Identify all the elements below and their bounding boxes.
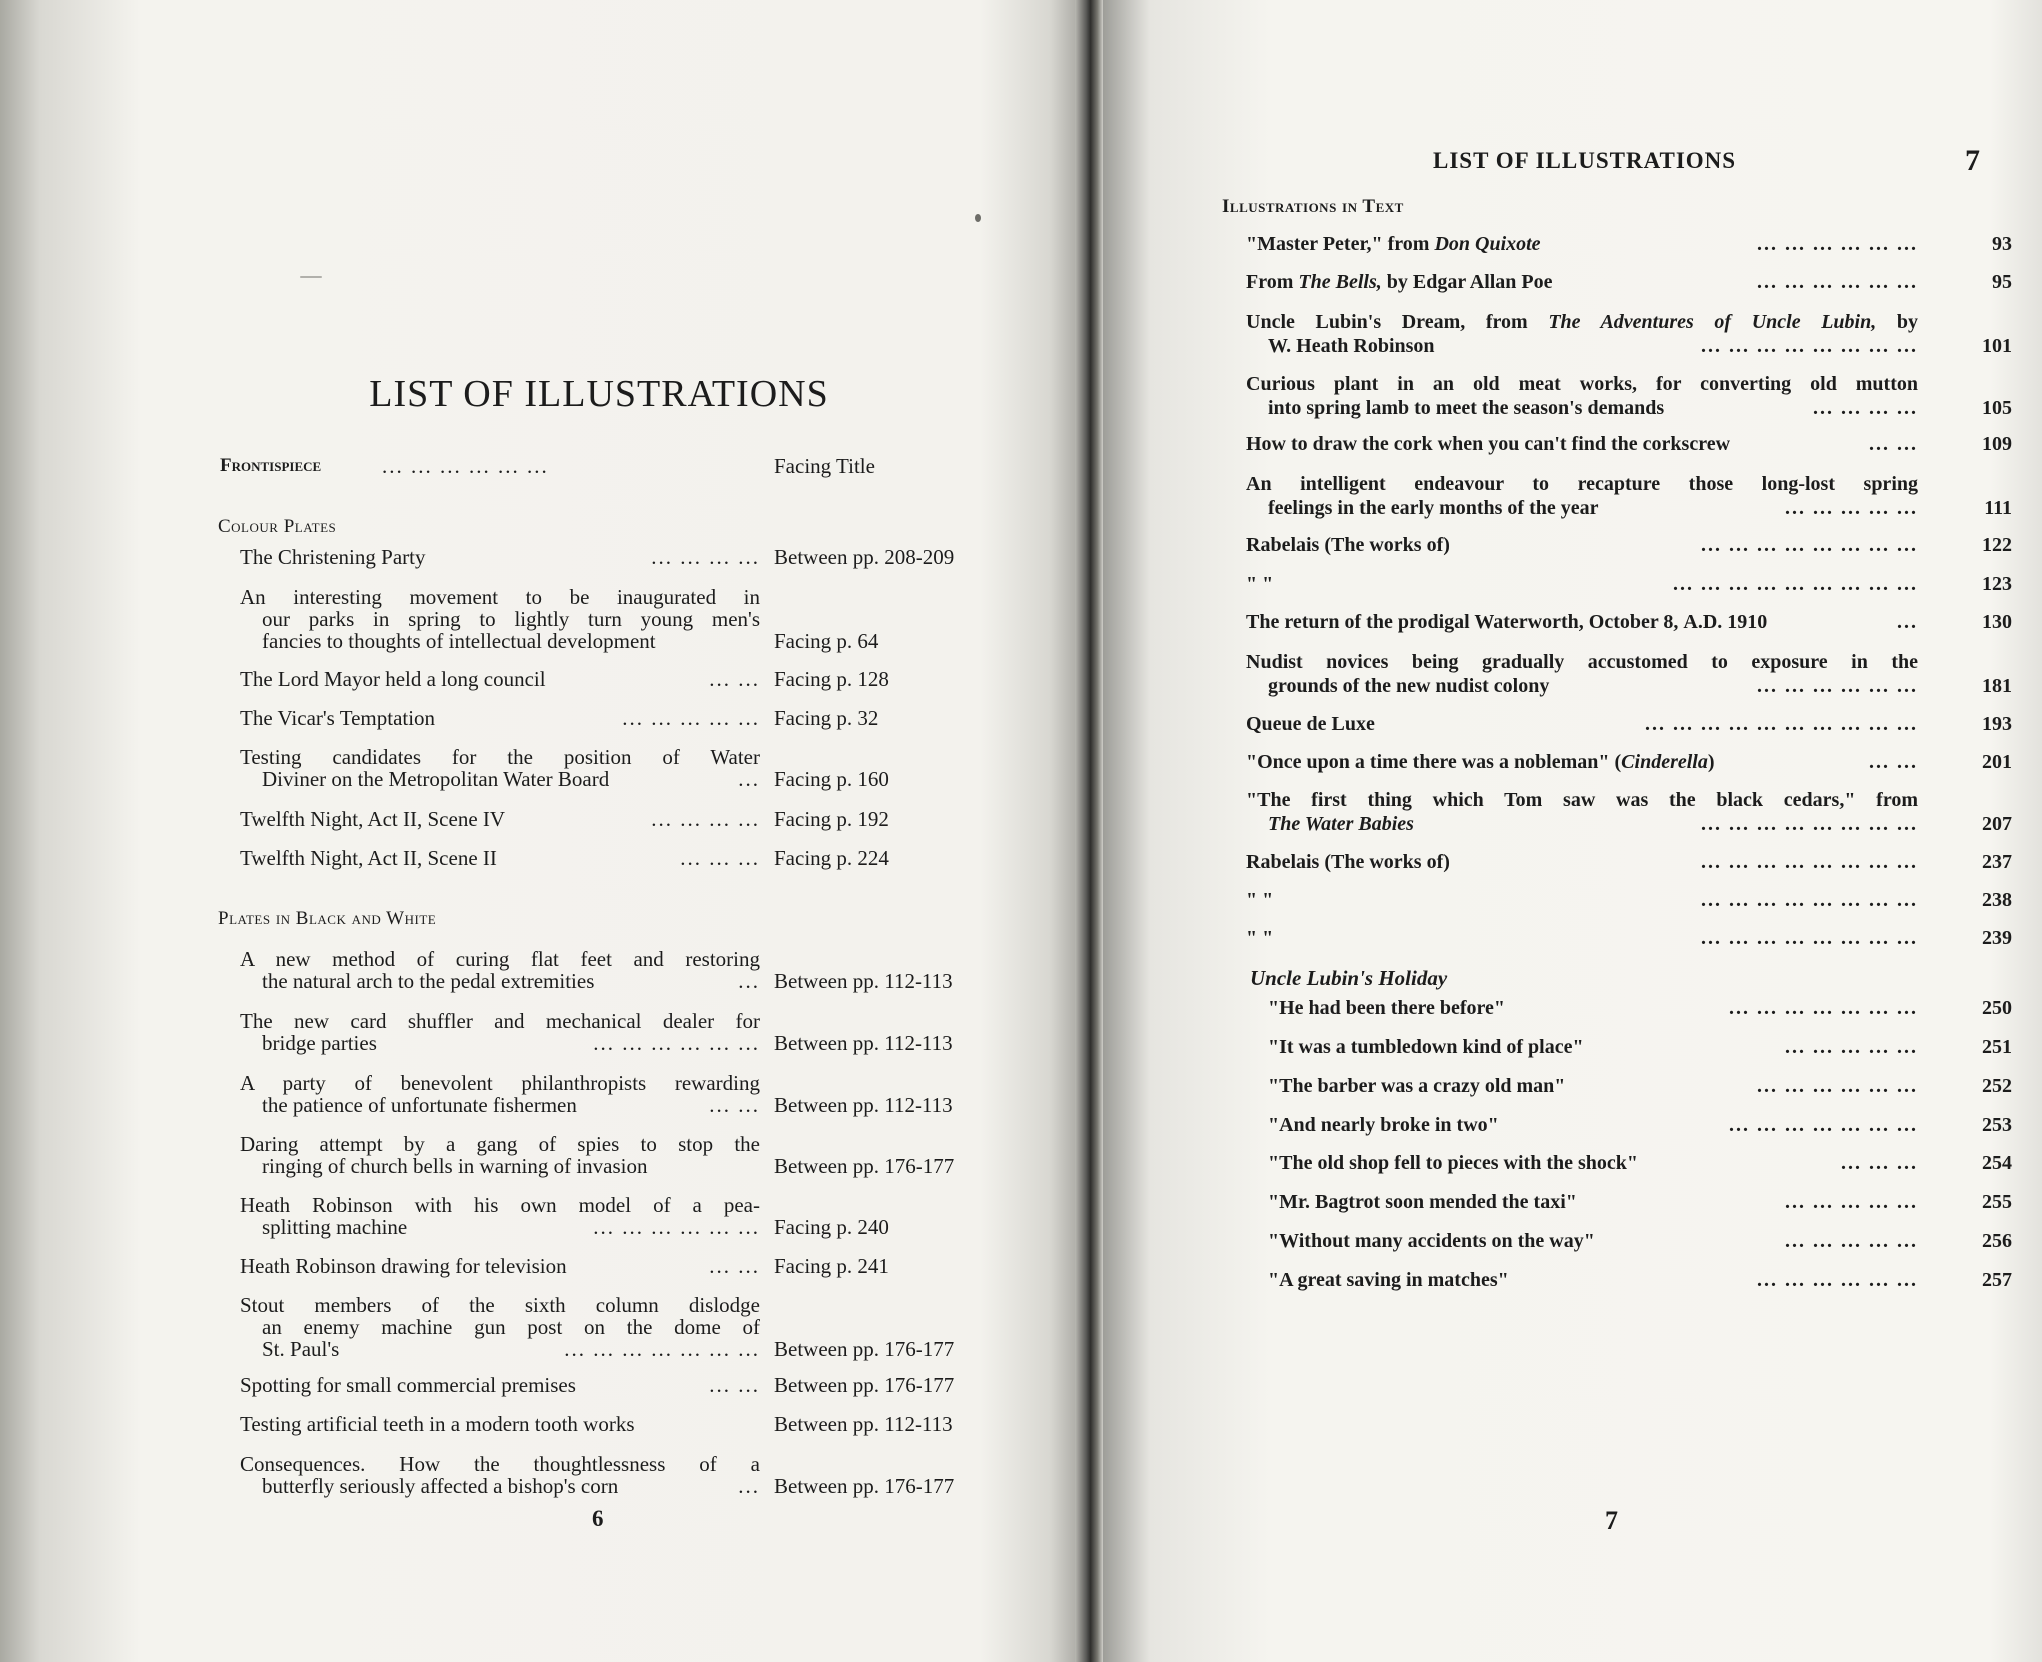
illustration-title-line <box>1268 1151 1918 1175</box>
plate-reference: Between pp. 112-113 <box>774 1093 953 1117</box>
illustration-title-line <box>1246 750 1918 774</box>
illustration-title-line <box>1246 788 1918 812</box>
dot-leader: ... ... ... ... ... ... ... <box>1729 1114 1918 1136</box>
title-text: Nudist novices being gradually accustomed to exposure in the <box>1246 651 1918 673</box>
plate-title-text: Twelfth Night, Act II, Scene II <box>240 846 497 870</box>
illustration-title-line <box>1246 926 1918 950</box>
page-reference: 181 <box>1982 675 2012 697</box>
illustration-title <box>1246 926 1918 950</box>
illustration-title-line <box>1246 334 1918 358</box>
plate-title-text: St. Paul's <box>262 1337 340 1361</box>
illustration-title <box>1246 270 1918 294</box>
plate-title-line: fancies to thoughts of intellectual development <box>262 629 656 653</box>
book-gutter <box>1075 0 1103 1662</box>
title-text: Uncle Lubin's Dream, from <box>1246 311 1549 333</box>
dot-leader: ... ... ... ... ... ... ... ... <box>1701 534 1918 556</box>
dot-leader: ... ... ... ... ... <box>1785 1230 1918 1252</box>
illustration-title <box>1246 533 1918 557</box>
plate-title-line: ringing of church bells in warning of invasion <box>262 1154 648 1178</box>
plate-reference: Between pp. 208-209 <box>774 545 955 569</box>
title-text: Queue de Luxe <box>1246 713 1375 735</box>
plate-title <box>240 668 760 690</box>
illustration-title-line <box>1268 1074 1918 1098</box>
plate-reference: Facing p. 192 <box>774 807 889 831</box>
title-text: feelings in the early months of the year <box>1268 497 1599 519</box>
plate-title <box>240 546 760 568</box>
page-reference: 253 <box>1982 1114 2012 1136</box>
illustration-title-line <box>1246 396 1918 420</box>
plate-title-line <box>240 847 760 869</box>
illustration-title-line <box>1246 650 1918 674</box>
page-reference: 101 <box>1982 335 2012 357</box>
dot-leader: ... ... ... ... ... ... ... ... <box>1701 813 1918 835</box>
dot-leader: ... ... ... ... ... ... <box>1757 675 1918 697</box>
dot-leader: ... ... ... ... ... ... <box>382 454 549 478</box>
dot-leader: ... ... ... ... ... ... ... <box>1729 997 1918 1019</box>
plate-title-line: The new card shuffler and mechanical dealer for <box>240 1009 760 1033</box>
plate-title <box>240 1453 760 1497</box>
text-illustrations-heading: Illustrations in Text <box>1222 196 1404 217</box>
illustration-title <box>1246 372 1918 420</box>
plate-title <box>240 1072 760 1116</box>
illustration-title-line <box>1246 850 1918 874</box>
plate-title-line <box>240 1216 760 1238</box>
page-reference: 238 <box>1982 889 2012 911</box>
dot-leader: ... <box>1897 611 1918 633</box>
title-text: "The barber was a crazy old man" <box>1268 1075 1566 1097</box>
illustration-title-line <box>1268 1113 1918 1137</box>
title-text: by Edgar Allan Poe <box>1381 271 1553 293</box>
plate-title-text: the natural arch to the pedal extremities <box>262 969 595 993</box>
illustration-title-line <box>1268 1268 1918 1292</box>
page-reference: 130 <box>1982 611 2012 633</box>
plate-title <box>240 1133 760 1177</box>
title-text: An intelligent endeavour to recapture those long-lost spring <box>1246 473 1918 495</box>
plate-title-text: The Christening Party <box>240 545 426 569</box>
title-text: ) <box>1707 751 1715 773</box>
title-text: "And nearly broke in two" <box>1268 1114 1499 1136</box>
plate-reference: Facing p. 128 <box>774 667 889 691</box>
illustration-title <box>1246 610 1918 634</box>
dot-leader: ... ... <box>709 1254 760 1278</box>
dot-leader: ... ... ... ... ... ... ... ... <box>1701 851 1918 873</box>
plate-reference: Between pp. 176-177 <box>774 1337 955 1361</box>
plate-title-line <box>240 1338 760 1360</box>
page-reference: 95 <box>1992 271 2012 293</box>
illustration-title-line <box>1246 232 1918 256</box>
illustration-title <box>1246 572 1918 596</box>
plate-reference: Between pp. 112-113 <box>774 1412 953 1436</box>
title-text: "He had been there before" <box>1268 997 1505 1019</box>
plate-title-line <box>240 707 760 729</box>
illustration-title <box>1268 1268 1918 1292</box>
title-text: "Master Peter," from <box>1246 233 1435 255</box>
dot-leader: ... ... ... ... ... ... <box>1757 1269 1918 1291</box>
illustration-title <box>1246 850 1918 874</box>
plate-title <box>240 948 760 992</box>
plate-title <box>240 746 760 790</box>
title-italic: The Adventures of Uncle Lubin, <box>1548 311 1877 333</box>
plate-title <box>240 808 760 830</box>
dot-leader: ... <box>738 969 760 993</box>
plate-title <box>240 1010 760 1054</box>
page-reference: 111 <box>1984 497 2012 519</box>
title-italic: Don Quixote <box>1434 233 1541 255</box>
ink-speck <box>975 214 981 222</box>
plate-title-line <box>240 970 760 992</box>
title-text: into spring lamb to meet the season's demands <box>1268 397 1665 419</box>
dot-leader: ... ... ... ... ... ... <box>593 1215 760 1239</box>
plate-reference: Facing p. 32 <box>774 706 879 730</box>
plate-reference: Between pp. 112-113 <box>774 1031 953 1055</box>
plate-reference: Between pp. 112-113 <box>774 969 953 993</box>
page-reference: 193 <box>1982 713 2012 735</box>
title-italic: The Water Babies <box>1268 813 1414 835</box>
plate-reference: Facing p. 224 <box>774 846 889 870</box>
illustration-title-line <box>1246 812 1918 836</box>
illustration-title-line <box>1246 533 1918 557</box>
running-header: LIST OF ILLUSTRATIONS <box>1433 148 1737 173</box>
title-text: W. Heath Robinson <box>1268 335 1435 357</box>
plate-title <box>240 1255 760 1277</box>
dot-leader: ... ... ... ... ... ... ... ... ... <box>1673 573 1918 595</box>
illustration-title <box>1246 472 1918 520</box>
frontispiece-label: Frontispiece <box>220 455 322 476</box>
dot-leader: ... ... ... ... <box>651 807 760 831</box>
title-text: "The first thing which Tom saw was the black cedars," from <box>1246 789 1918 811</box>
illustration-title <box>1268 1113 1918 1137</box>
dot-leader: ... ... ... ... ... ... <box>1757 1075 1918 1097</box>
plate-title-text: The Vicar's Temptation <box>240 706 436 730</box>
plate-title-text: The Lord Mayor held a long council <box>240 667 546 691</box>
dot-leader: ... ... ... ... ... <box>1785 1036 1918 1058</box>
plate-title <box>240 1294 760 1360</box>
illustration-title <box>1268 996 1918 1020</box>
illustration-title-line <box>1268 1035 1918 1059</box>
dot-leader: ... ... ... ... ... ... ... ... <box>1701 889 1918 911</box>
dot-leader: ... ... ... ... ... ... <box>1757 271 1918 293</box>
plate-title-line: Testing candidates for the position of Water <box>240 745 760 769</box>
plate-reference: Between pp. 176-177 <box>774 1154 955 1178</box>
page-reference: 207 <box>1982 813 2012 835</box>
plate-title <box>240 707 760 729</box>
title-text: " " <box>1246 889 1274 911</box>
page-reference: 237 <box>1982 851 2012 873</box>
dot-leader: ... ... ... <box>680 846 760 870</box>
illustration-title <box>1246 310 1918 358</box>
plate-title-text: butterfly seriously affected a bishop's corn <box>262 1474 619 1498</box>
illustration-title-line <box>1246 610 1918 634</box>
illustration-title-line <box>1246 888 1918 912</box>
illustration-title-line <box>1246 572 1918 596</box>
title-text: "Without many accidents on the way" <box>1268 1230 1595 1252</box>
page-reference: 122 <box>1982 534 2012 556</box>
plate-title-text: Twelfth Night, Act II, Scene IV <box>240 807 506 831</box>
illustration-title <box>1268 1035 1918 1059</box>
plate-title <box>240 1374 760 1396</box>
page-reference: 255 <box>1982 1191 2012 1213</box>
plate-title-line <box>240 1255 760 1277</box>
plate-reference: Facing p. 64 <box>774 629 879 653</box>
illustration-title <box>1246 788 1918 836</box>
illustration-title-line <box>1246 496 1918 520</box>
plate-reference: Facing Title <box>774 454 875 478</box>
title-text: " " <box>1246 573 1274 595</box>
plate-title-line <box>240 768 760 790</box>
plate-title-line <box>240 1032 760 1054</box>
plate-title-line: Stout members of the sixth column dislodge <box>240 1293 760 1317</box>
plate-title-line <box>240 808 760 830</box>
bw-plates-heading: Plates in Black and White <box>218 908 437 929</box>
illustration-title <box>1246 712 1918 736</box>
dot-leader: ... ... <box>709 667 760 691</box>
plate-title-line: An interesting movement to be inaugurated in <box>240 585 760 609</box>
plate-title <box>240 847 760 869</box>
plate-title-text: splitting machine <box>262 1215 408 1239</box>
page-reference: 251 <box>1982 1036 2012 1058</box>
plate-reference: Between pp. 176-177 <box>774 1474 955 1498</box>
title-text: " " <box>1246 927 1274 949</box>
plate-reference: Facing p. 241 <box>774 1254 889 1278</box>
dot-leader: ... ... ... ... <box>651 545 760 569</box>
page-reference: 109 <box>1982 433 2012 455</box>
plate-title <box>240 586 760 652</box>
title-italic: The Bells, <box>1298 271 1382 293</box>
page-reference: 239 <box>1982 927 2012 949</box>
page-reference: 93 <box>1992 233 2012 255</box>
plate-title-line <box>240 1475 760 1497</box>
plate-title-text: Spotting for small commercial premises <box>240 1373 576 1397</box>
page-reference: 256 <box>1982 1230 2012 1252</box>
title-text: "Once upon a time there was a nobleman" ( <box>1246 751 1622 773</box>
ink-speck <box>300 276 322 278</box>
illustration-title-line <box>1268 1229 1918 1253</box>
plate-title-line: Consequences. How the thoughtlessness of a <box>240 1452 760 1476</box>
illustration-title-line <box>1246 432 1918 456</box>
title-text: The return of the prodigal Waterworth, October 8, <box>1246 611 1684 633</box>
plate-title <box>240 1413 760 1435</box>
illustration-title <box>1246 650 1918 698</box>
plate-title-line: Testing artificial teeth in a modern tooth works <box>240 1412 635 1436</box>
plate-title-line: our parks in spring to lightly turn young men's <box>262 607 760 631</box>
page-reference: 252 <box>1982 1075 2012 1097</box>
title-text: Curious plant in an old meat works, for converting old mutton <box>1246 373 1918 395</box>
dot-leader: ... ... <box>1869 433 1918 455</box>
illustration-title-line <box>1246 712 1918 736</box>
plate-title-line: A new method of curing flat feet and restoring <box>240 947 760 971</box>
title-text: by <box>1876 311 1919 333</box>
illustration-title-line <box>1246 270 1918 294</box>
dot-leader: ... ... ... ... ... ... ... ... ... ... <box>1645 713 1918 735</box>
dot-leader: ... ... ... ... ... ... ... <box>564 1337 760 1361</box>
page-reference: 201 <box>1982 751 2012 773</box>
title-text: Rabelais (The works of) <box>1246 851 1450 873</box>
dot-leader: ... ... ... ... ... ... <box>1757 233 1918 255</box>
illustration-title-line <box>1246 310 1918 334</box>
illustration-title <box>1246 888 1918 912</box>
plate-title-line <box>240 1374 760 1396</box>
dot-leader: ... <box>738 767 760 791</box>
page-title: LIST OF ILLUSTRATIONS <box>369 373 829 415</box>
plate-title-line: Daring attempt by a gang of spies to stop the <box>240 1132 760 1156</box>
title-text: "The old shop fell to pieces with the shock" <box>1268 1152 1639 1174</box>
illustration-title <box>1268 1151 1918 1175</box>
illustration-title <box>1246 432 1918 456</box>
dot-leader: ... ... ... ... ... <box>1785 1191 1918 1213</box>
illustration-title <box>1268 1229 1918 1253</box>
page-reference: 250 <box>1982 997 2012 1019</box>
plate-title-line: an enemy machine gun post on the dome of <box>262 1315 760 1339</box>
plate-title-line <box>240 668 760 690</box>
illustration-title-line <box>1268 996 1918 1020</box>
illustration-title <box>1268 1074 1918 1098</box>
title-text: How to draw the cork when you can't find the corkscrew <box>1246 433 1731 455</box>
plate-title-text: the patience of unfortunate fishermen <box>262 1093 577 1117</box>
title-small-caps: A.D. 1910 <box>1683 611 1768 633</box>
plate-title-text: Heath Robinson drawing for television <box>240 1254 567 1278</box>
dot-leader: ... ... ... ... <box>1813 397 1918 419</box>
plate-reference: Facing p. 160 <box>774 767 889 791</box>
illustration-title-line <box>1246 674 1918 698</box>
page-reference: 123 <box>1982 573 2012 595</box>
illustration-title-line <box>1246 472 1918 496</box>
colour-plates-heading: Colour Plates <box>218 516 337 537</box>
plate-title-text: bridge parties <box>262 1031 377 1055</box>
plate-reference: Between pp. 176-177 <box>774 1373 955 1397</box>
dot-leader: ... ... <box>709 1093 760 1117</box>
plate-title-line: Heath Robinson with his own model of a pea- <box>240 1193 760 1217</box>
dot-leader: ... <box>738 1474 760 1498</box>
dot-leader: ... ... <box>709 1373 760 1397</box>
plate-title-line <box>240 1094 760 1116</box>
page-number: 6 <box>592 1506 604 1531</box>
title-text: "Mr. Bagtrot soon mended the taxi" <box>1268 1191 1577 1213</box>
plate-title-line <box>240 546 760 568</box>
title-text: Rabelais (The works of) <box>1246 534 1450 556</box>
dot-leader: ... ... ... ... ... <box>1785 497 1918 519</box>
page-reference: 105 <box>1982 397 2012 419</box>
plate-reference: Facing p. 240 <box>774 1215 889 1239</box>
plate-title-text: Diviner on the Metropolitan Water Board <box>262 767 610 791</box>
plate-title <box>240 1194 760 1238</box>
dot-leader: ... ... <box>1869 751 1918 773</box>
illustration-title-line <box>1268 1190 1918 1214</box>
illustration-title-line <box>1246 372 1918 396</box>
illustration-title <box>1246 750 1918 774</box>
title-text: From <box>1246 271 1299 293</box>
dot-leader: ... ... ... ... ... ... ... ... <box>1701 335 1918 357</box>
page-number: 7 <box>1605 1506 1618 1535</box>
dot-leader: ... ... ... ... ... ... ... ... <box>1701 927 1918 949</box>
illustration-title <box>1268 1190 1918 1214</box>
uncle-lubin-subheading: Uncle Lubin's Holiday <box>1250 966 1448 990</box>
dot-leader: ... ... ... ... ... ... <box>593 1031 760 1055</box>
page-reference: 257 <box>1982 1269 2012 1291</box>
page-reference: 254 <box>1982 1152 2012 1174</box>
plate-title-line: A party of benevolent philanthropists rewarding <box>240 1071 760 1095</box>
title-text: grounds of the new nudist colony <box>1268 675 1550 697</box>
title-text: "It was a tumbledown kind of place" <box>1268 1036 1584 1058</box>
title-italic: Cinderella <box>1621 751 1708 773</box>
header-page-number: 7 <box>1965 144 1980 177</box>
dot-leader: ... ... ... ... ... <box>622 706 760 730</box>
illustration-title <box>1246 232 1918 256</box>
title-text: "A great saving in matches" <box>1268 1269 1509 1291</box>
dot-leader: ... ... ... <box>1841 1152 1918 1174</box>
